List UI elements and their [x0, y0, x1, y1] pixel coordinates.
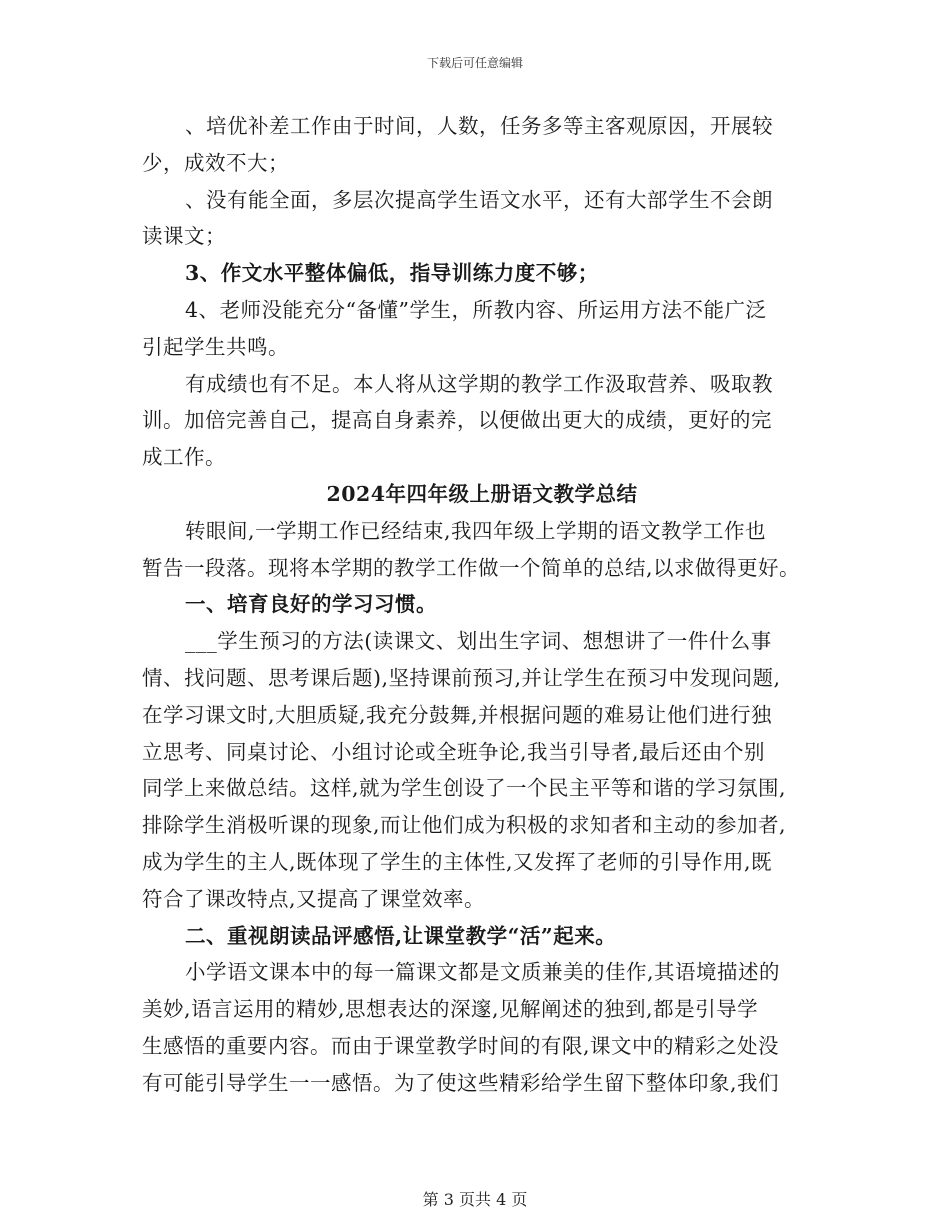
paragraph-line: 4、老师没能充分“备懂”学生，所教内容、所运用方法不能广泛 — [185, 297, 767, 322]
paragraph-line: 立思考、同桌讨论、小组讨论或全班争论,我当引导者,最后还由个别 — [142, 739, 766, 764]
paragraph-line: 暂告一段落。现将本学期的教学工作做一个简单的总结,以求做得更好。 — [142, 555, 801, 580]
page-number-footer: 第 3 页共 4 页 — [422, 1190, 528, 1209]
paragraph-line: 少，成效不大； — [142, 150, 289, 175]
paragraph-line: 有可能引导学生一一感悟。为了使这些精彩给学生留下整体印象,我们 — [142, 1070, 780, 1095]
section-title: 2024年四年级上册语文教学总结 — [326, 481, 638, 506]
bold-point-heading: 3、作文水平整体偏低，指导训练力度不够； — [185, 261, 599, 286]
paragraph-line: 转眼间,一学期工作已经结束,我四年级上学期的语文教学工作也 — [185, 518, 767, 543]
paragraph-line: 情、找问题、思考课后题),坚持课前预习,并让学生在预习中发现问题, — [142, 665, 781, 690]
paragraph-line: 在学习课文时,大胆质疑,我充分鼓舞,并根据问题的难易让他们进行独 — [142, 702, 773, 727]
paragraph-line: 排除学生消极听课的现象,而让他们成为积极的求知者和主动的参加者, — [142, 813, 787, 838]
paragraph-line: 、培优补差工作由于时间，人数，任务多等主客观原因，开展较 — [185, 114, 773, 138]
paragraph-line: 美妙,语言运用的精妙,思想表达的深邃,见解阐述的独到,都是引导学 — [142, 997, 759, 1022]
document-body — [142, 108, 822, 1102]
paragraph-line: 生感悟的重要内容。而由于课堂教学时间的有限,课文中的精彩之处没 — [142, 1033, 780, 1058]
paragraph-line: 同学上来做总结。这样,就为学生创设了一个民主平等和谐的学习氛围, — [142, 776, 787, 801]
paragraph-line: 读课文； — [142, 224, 226, 249]
subsection-heading: 一、培育良好的学习习惯。 — [185, 592, 437, 617]
paragraph-line: 小学语文课本中的每一篇课文都是文质兼美的佳作,其语境描述的 — [185, 960, 781, 985]
subsection-heading: 二、重视朗读品评感悟,让课堂教学“活”起来。 — [185, 923, 617, 948]
paragraph-line: 、没有能全面，多层次提高学生语文水平，还有大部学生不会朗 — [185, 187, 773, 212]
paragraph-line: 符合了课改特点,又提高了课堂效率。 — [142, 886, 486, 911]
paragraph-line: 有成绩也有不足。本人将从这学期的教学工作汲取营养、吸取教 — [185, 371, 773, 396]
paragraph-line: 训。加倍完善自己，提高自身素养，以便做出更大的成绩，更好的完 — [142, 408, 772, 433]
paragraph-line: 成工作。 — [142, 445, 226, 470]
paragraph-line: 成为学生的主人,既体现了学生的主体性,又发挥了老师的引导作用,既 — [142, 849, 773, 874]
paragraph-line: ___学生预习的方法(读课文、划出生字词、想想讲了一件什么事 — [185, 629, 772, 654]
paragraph-line: 引起学生共鸣。 — [142, 334, 289, 359]
page-header-note: 下载后可任意编辑 — [426, 56, 523, 70]
